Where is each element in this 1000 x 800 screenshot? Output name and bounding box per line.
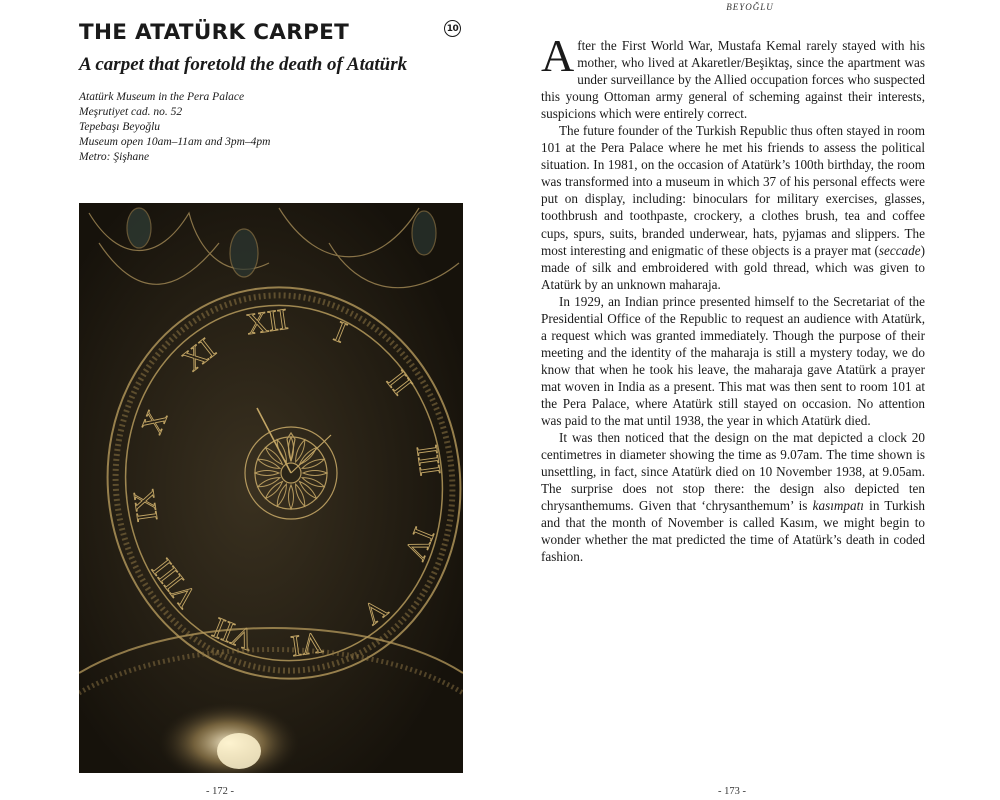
running-head: BEYOĞLU: [726, 2, 774, 12]
info-line: Atatürk Museum in the Pera Palace: [79, 91, 245, 103]
drop-cap: A: [541, 30, 575, 81]
article-title: THE ATATÜRK CARPET: [79, 20, 350, 45]
clock-numeral: VI: [288, 625, 325, 663]
paragraph: [541, 30, 925, 122]
clock-numeral: I: [329, 315, 352, 350]
info-line: Museum open 10am–11am and 3pm–4pm: [79, 136, 271, 148]
paragraph: [541, 122, 925, 292]
clock-numeral: II: [380, 364, 419, 401]
italic-term: seccade: [878, 242, 921, 258]
page-number: - 173 -: [718, 786, 746, 797]
clock-numeral: IV: [397, 523, 441, 565]
clock-numeral: XI: [176, 332, 222, 378]
entry-number-badge: 10: [444, 20, 461, 37]
paragraph-text: fter the First World War, Mustafa Kemal rarely stayed with his mother, who lived at Akaretler/Beşiktaş, since the apartment was under surveillance by the Allied occupation forces who suspected this young Ottoman army general of scheming against their interests, suspicions which were entirely correct.: [541, 38, 925, 122]
paragraph: In 1929, an Indian prince presented himself to the Secretariat of the Presidential Office of the Republic to request an audience with Atatürk, a request which was granted immediately. Though the purpose of their meeting and the identity of the maharaja is still a mystery today, we do know that when he took his leave, the maharaja gave Atatürk a prayer mat woven in India as a present. This mat was then sent to room 101 at the Pera Palace, where Atatürk still stayed on occasion. No attention was paid to the mat until 1938, the year in which Atatürk died.: [541, 293, 925, 429]
right-page: [500, 0, 1000, 800]
practical-info: [79, 90, 270, 165]
carpet-clock-photo: [79, 203, 463, 773]
article-subtitle: A carpet that foretold the death of Atatürk: [79, 54, 408, 75]
page-number: - 172 -: [206, 786, 234, 797]
clock-numeral: VIII: [145, 552, 204, 614]
clock-numeral: VII: [208, 610, 260, 657]
paragraph-text: in Turkish and that the month of November is called Kasım, we might begin to wonder whether the mat predicted the time of Atatürk’s death in coded fashion.: [541, 498, 925, 565]
info-line: Meşrutiyet cad. no. 52: [79, 106, 183, 118]
clock-numeral: X: [135, 405, 175, 439]
italic-term: kasımpatı: [812, 498, 864, 514]
info-line: Metro: Şişhane: [79, 151, 150, 163]
clock-numeral: III: [409, 443, 447, 478]
carpet-clock-illustration: [79, 203, 463, 773]
clock-numeral: V: [356, 591, 394, 631]
clock-numeral: XII: [244, 302, 291, 342]
paragraph-text: The future founder of the Turkish Republic thus often stayed in room 101 at the Pera Palace where he met his friends to assess the political situation. In 1981, on the occasion of Atatürk’s 100th birthday, the room was transformed into a museum in which 37 of his personal effects were put on display, including: binoculars for military exercises, glasses, toothbrush and toothpaste, crockery, a clothes brush, tea and coffee cups, spurs, suits, branded underwear, hats, pyjamas and slippers. The most interesting and enigmatic of these objects is a prayer mat (: [541, 123, 925, 258]
info-line: Tepebaşı Beyoğlu: [79, 121, 161, 133]
paragraph-text: ) made of silk and embroidered with gold thread, which was given to Atatürk by an unknown maharaja.: [541, 242, 925, 292]
article-body: [541, 30, 925, 565]
paragraph-text: It was then noticed that the design on the mat depicted a clock 20 centimetres in diameter showing the time as 9.07am. The time shown is unsettling, in fact, since Atatürk died on 10 November 1938, at 9.05am. The surprise does not stop there: the design also depicted ten chrysanthemums. Given that ‘chrysanthemum’ is: [541, 430, 925, 514]
paragraph: [541, 429, 925, 565]
clock-numeral: IX: [127, 487, 165, 524]
